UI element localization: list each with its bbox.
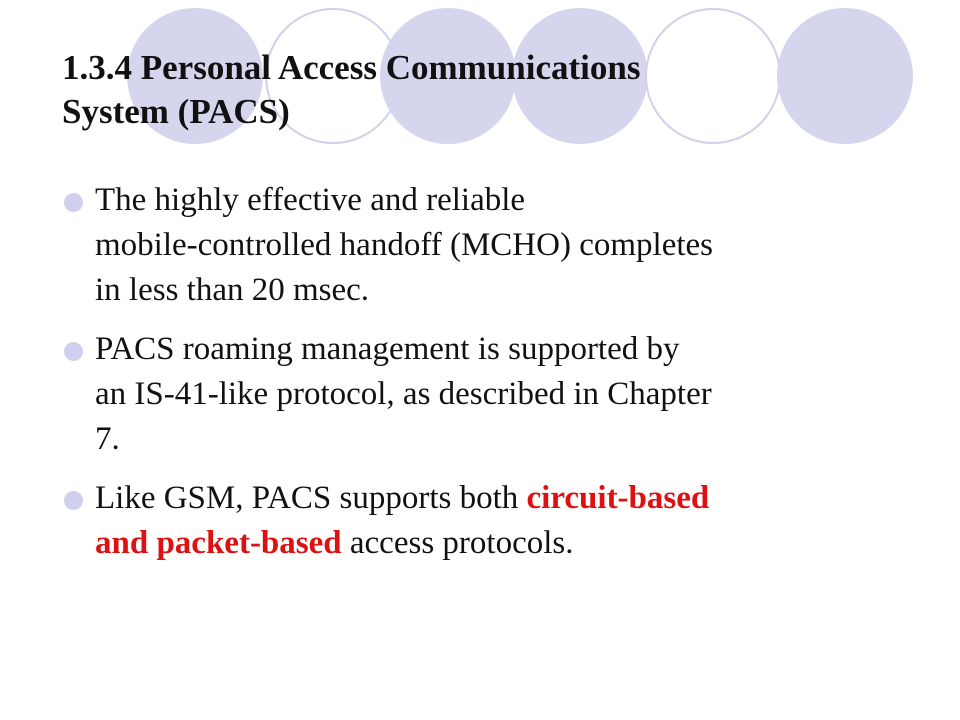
slide-title	[62, 46, 822, 134]
bullet-3-line-1	[95, 476, 922, 521]
bullet-2-line-2: an IS-41-like protocol, as described in Chapter	[95, 376, 712, 412]
bullet-2-line-1: PACS roaming management is supported by	[95, 331, 680, 367]
bullet-item-1	[62, 178, 922, 313]
bullet-dot-icon	[64, 491, 83, 510]
bullet-1-line-1: The highly effective and reliable	[95, 182, 526, 218]
bullet-2-line-3: 7.	[95, 421, 120, 457]
bullet-3-highlight-1: circuit-based	[526, 480, 710, 516]
slide-title-line-2: System (PACS)	[62, 92, 290, 131]
bullet-3-highlight-2: and packet-based	[95, 525, 342, 561]
bullet-list	[62, 178, 922, 580]
bullet-1-line-2: mobile-controlled handoff (MCHO) completes	[95, 227, 713, 263]
bullet-item-3	[62, 476, 922, 566]
bullet-item-2	[62, 327, 922, 462]
bullet-dot-icon	[64, 193, 83, 212]
slide-title-line-1: 1.3.4 Personal Access Communications	[62, 48, 641, 87]
bullet-3-text-plain-2: access protocols.	[341, 525, 574, 561]
bullet-dot-icon	[64, 342, 83, 361]
bullet-3-line-2	[95, 521, 922, 566]
bullet-1-line-3: in less than 20 msec.	[95, 272, 370, 308]
bullet-3-text-plain-1: Like GSM, PACS supports both	[95, 480, 527, 516]
